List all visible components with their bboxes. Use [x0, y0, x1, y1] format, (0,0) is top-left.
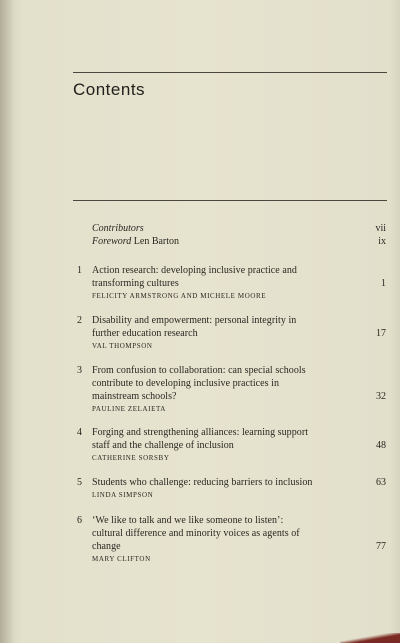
chapter-text — [92, 364, 347, 414]
chapter-author: CATHERINE SORSBY — [92, 454, 170, 462]
chapter-page: 17 — [376, 328, 386, 339]
chapter-number: 6 — [77, 515, 82, 526]
gutter-shadow — [0, 0, 14, 643]
chapter-page: 48 — [376, 440, 386, 451]
front-matter-label: Foreword — [92, 236, 132, 247]
chapter-page: 1 — [381, 278, 386, 289]
chapter-author: LINDA SIMPSON — [92, 491, 154, 499]
chapter-title-line: cultural difference and minority voices as agents of — [92, 528, 300, 539]
page-corner-mark — [340, 633, 400, 643]
chapter-author: FELICITY ARMSTRONG AND MICHELE MOORE — [92, 292, 267, 300]
chapter-text — [92, 314, 347, 351]
front-matter-label: Contributors — [92, 223, 144, 234]
chapter-title-line: ‘We like to talk and we like someone to listen’: — [92, 515, 284, 526]
chapter-title-line: contribute to developing inclusive practices in — [92, 378, 280, 389]
chapter-number: 4 — [77, 427, 82, 438]
chapter-text — [92, 264, 347, 301]
section-rule — [73, 200, 387, 201]
chapter-title-line: Forging and strengthening alliances: learning support — [92, 427, 309, 438]
page-title: Contents — [73, 80, 146, 99]
chapter-title-line: further education research — [92, 328, 198, 339]
chapter-title-line: staff and the challenge of inclusion — [92, 440, 234, 451]
front-matter-page: vii — [375, 223, 386, 234]
chapter-title-line: From confusion to collaboration: can special schools — [92, 365, 306, 376]
chapter-title-line: transforming cultures — [92, 278, 179, 289]
chapter-page: 77 — [376, 541, 386, 552]
front-matter-contributors — [92, 222, 144, 235]
chapter-title-line: Disability and empowerment: personal integrity in — [92, 315, 297, 326]
chapter-text — [92, 514, 347, 564]
chapter-author: MARY CLIFTON — [92, 555, 151, 563]
chapter-text — [92, 476, 347, 500]
chapter-number: 3 — [77, 365, 82, 376]
chapter-author: VAL THOMPSON — [92, 342, 153, 350]
chapter-number: 2 — [77, 315, 82, 326]
chapter-page: 32 — [376, 391, 386, 402]
chapter-number: 1 — [77, 265, 82, 276]
front-matter-foreword — [92, 235, 179, 248]
chapter-page: 63 — [376, 477, 386, 488]
chapter-title-line: Action research: developing inclusive practice and — [92, 265, 297, 276]
chapter-title-line: change — [92, 541, 121, 552]
chapter-title-line: Students who challenge: reducing barriers to inclusion — [92, 477, 313, 488]
top-rule — [73, 72, 387, 73]
chapter-author: PAULINE ZELAIETA — [92, 405, 166, 413]
chapter-number: 5 — [77, 477, 82, 488]
front-matter-name: Len Barton — [133, 236, 180, 247]
front-matter-page: ix — [378, 236, 386, 247]
chapter-text — [92, 426, 347, 463]
chapter-title-line: mainstream schools? — [92, 391, 177, 402]
